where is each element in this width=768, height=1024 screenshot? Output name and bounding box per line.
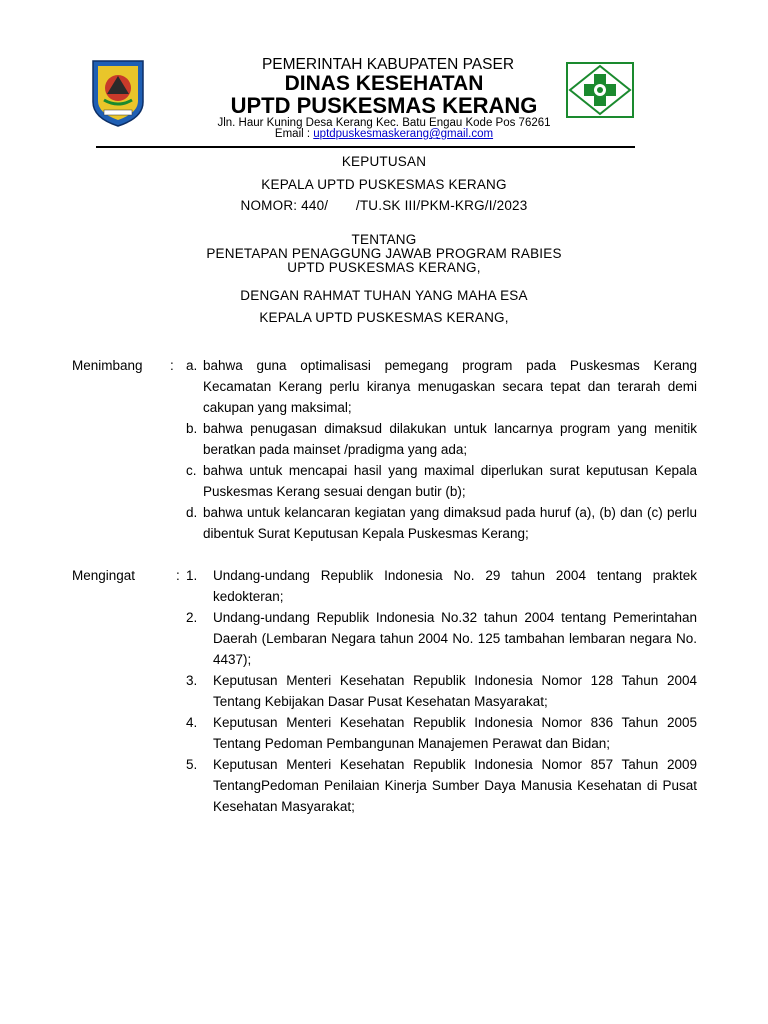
doc-invocation: DENGAN RAHMAT TUHAN YANG MAHA ESA: [240, 288, 528, 303]
doc-number: NOMOR: 440/ /TU.SK III/PKM-KRG/I/2023: [240, 198, 528, 213]
menimbang-item-b: bahwa penugasan dimaksud dilakukan untuk lancarnya program yang menitik beratkan pada mainset /pradigma yang ada;: [203, 421, 697, 457]
menimbang-item-c: bahwa untuk mencapai hasil yang maximal diperlukan surat keputusan Kepala Puskesmas Kerang sesuai dengan butir (b);: [203, 463, 697, 499]
menimbang-item-a: bahwa guna optimalisasi pemegang program pada Puskesmas Kerang Kecamatan Kerang perlu kiranya menugaskan secara tepat dan terarah demi cakupan yang maksimal;: [203, 358, 697, 415]
letterhead-institution: UPTD PUSKESMAS KERANG: [230, 93, 538, 118]
mengingat-item-4: Keputusan Menteri Kesehatan Republik Indonesia Nomor 836 Tahun 2005 Tentang Pedoman Pembangunan Manajemen Perawat dan Bidan;: [213, 715, 697, 751]
doc-issuer: KEPALA UPTD PUSKESMAS KERANG: [261, 177, 507, 192]
doc-tentang: TENTANG: [351, 232, 417, 247]
menimbang-marker-a: a.: [186, 358, 198, 373]
letterhead-government: PEMERINTAH KABUPATEN PASER: [261, 56, 515, 73]
mengingat-marker-1: 1.: [186, 568, 198, 583]
mengingat-marker-3: 3.: [186, 673, 198, 688]
doc-authority: KEPALA UPTD PUSKESMAS KERANG,: [259, 310, 509, 325]
menimbang-marker-c: c.: [186, 463, 197, 478]
mengingat-item-1: Undang-undang Republik Indonesia No. 29 tahun 2004 tentang praktek kedokteran;: [213, 568, 697, 604]
mengingat-item-5: Keputusan Menteri Kesehatan Republik Indonesia Nomor 857 Tahun 2009 TentangPedoman Penilaian Kinerja Sumber Daya Manusia Kesehatan di Pusat Kesehatan Masyarakat;: [213, 757, 697, 814]
mengingat-marker-2: 2.: [186, 610, 198, 625]
puskesmas-green-cross-icon: [566, 62, 634, 118]
letterhead-divider: [96, 146, 635, 148]
email-label: Email :: [274, 128, 311, 140]
doc-subject-line2: UPTD PUSKESMAS KERANG,: [287, 260, 481, 275]
mengingat-item-3: Keputusan Menteri Kesehatan Republik Indonesia Nomor 128 Tahun 2004 Tentang Kebijakan Dasar Pusat Kesehatan Masyarakat;: [213, 673, 697, 709]
email-link[interactable]: uptdpuskesmaskerang@gmail.com: [313, 128, 494, 140]
mengingat-marker-4: 4.: [186, 715, 198, 730]
mengingat-label: Mengingat: [72, 568, 136, 583]
menimbang-label: Menimbang: [72, 358, 143, 373]
menimbang-item-d: bahwa untuk kelancaran kegiatan yang dimaksud pada huruf (a), (b) dan (c) perlu dibentuk Surat Keputusan Kepala Puskesmas Kerang;: [203, 505, 697, 541]
letterhead-email-line: [0, 128, 768, 140]
menimbang-marker-b: b.: [186, 421, 198, 436]
doc-type: KEPUTUSAN: [341, 154, 427, 169]
menimbang-colon: :: [170, 358, 174, 373]
mengingat-item-2: Undang-undang Republik Indonesia No.32 tahun 2004 tentang Pemerintahan Daerah (Lembaran Negara tahun 2004 No. 125 tambahan lembaran negara No. 4437);: [213, 610, 697, 667]
letterhead-agency: DINAS KESEHATAN: [284, 72, 484, 95]
doc-subject-line1: PENETAPAN PENAGGUNG JAWAB PROGRAM RABIES: [206, 246, 562, 261]
mengingat-colon: :: [176, 568, 180, 583]
mengingat-marker-5: 5.: [186, 757, 198, 772]
menimbang-marker-d: d.: [186, 505, 198, 520]
letterhead-address: Jln. Haur Kuning Desa Kerang Kec. Batu Engau Kode Pos 76261: [217, 117, 551, 129]
